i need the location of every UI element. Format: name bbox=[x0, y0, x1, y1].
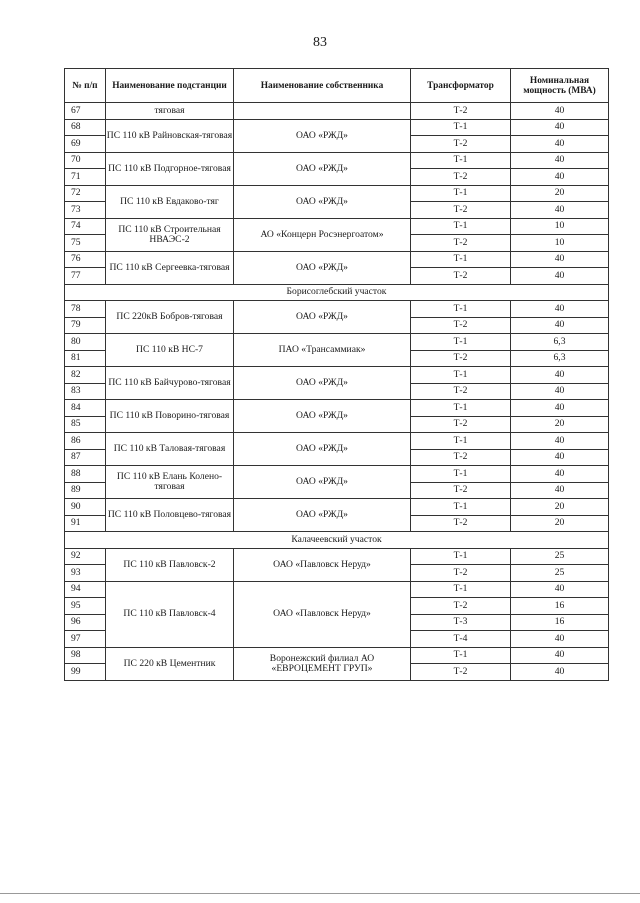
substation-name: ПС 110 кВ Райновская-тяговая bbox=[106, 119, 234, 152]
row-number: 77 bbox=[65, 268, 106, 285]
owner-name bbox=[234, 103, 411, 120]
transformer-cell: Т-2 bbox=[411, 235, 511, 252]
transformer-cell: Т-1 bbox=[411, 499, 511, 516]
owner-name: ОАО «РЖД» bbox=[234, 466, 411, 499]
substation-name: ПС 110 кВ Евдаково-тяг bbox=[106, 185, 234, 218]
row-number: 81 bbox=[65, 350, 106, 367]
owner-name: ОАО «Павловск Неруд» bbox=[234, 581, 411, 647]
power-cell: 40 bbox=[511, 383, 609, 400]
transformer-cell: Т-1 bbox=[411, 218, 511, 235]
substation-name: ПС 110 кВ Таловая-тяговая bbox=[106, 433, 234, 466]
power-cell: 40 bbox=[511, 647, 609, 664]
substation-name: ПС 220кВ Бобров-тяговая bbox=[106, 301, 234, 334]
row-number: 67 bbox=[65, 103, 106, 120]
power-cell: 25 bbox=[511, 548, 609, 565]
power-cell: 40 bbox=[511, 119, 609, 136]
table-row bbox=[65, 119, 609, 136]
power-cell: 10 bbox=[511, 235, 609, 252]
transformer-cell: Т-3 bbox=[411, 614, 511, 631]
power-cell: 20 bbox=[511, 416, 609, 433]
transformer-cell: Т-2 bbox=[411, 416, 511, 433]
row-number: 72 bbox=[65, 185, 106, 202]
table-row bbox=[65, 581, 609, 598]
row-number: 68 bbox=[65, 119, 106, 136]
owner-name: ОАО «Павловск Неруд» bbox=[234, 548, 411, 581]
transformer-cell: Т-2 bbox=[411, 515, 511, 532]
transformer-cell: Т-2 bbox=[411, 383, 511, 400]
row-number: 79 bbox=[65, 317, 106, 334]
row-number: 75 bbox=[65, 235, 106, 252]
row-number: 93 bbox=[65, 565, 106, 582]
transformer-cell: Т-1 bbox=[411, 548, 511, 565]
transformer-cell: Т-1 bbox=[411, 334, 511, 351]
substation-name: ПС 110 кВ Сергеевка-тяговая bbox=[106, 251, 234, 284]
substation-name: ПС 110 кВ Байчурово-тяговая bbox=[106, 367, 234, 400]
transformer-cell: Т-2 bbox=[411, 103, 511, 120]
row-number: 92 bbox=[65, 548, 106, 565]
header-power: Номинальная мощность (МВА) bbox=[511, 69, 609, 103]
row-number: 89 bbox=[65, 482, 106, 499]
row-number: 70 bbox=[65, 152, 106, 169]
table-row bbox=[65, 251, 609, 268]
power-cell: 40 bbox=[511, 103, 609, 120]
power-cell: 40 bbox=[511, 251, 609, 268]
row-number: 94 bbox=[65, 581, 106, 598]
owner-name: АО «Концерн Росэнергоатом» bbox=[234, 218, 411, 251]
row-number: 74 bbox=[65, 218, 106, 235]
substation-table bbox=[64, 68, 609, 681]
power-cell: 40 bbox=[511, 136, 609, 153]
power-cell: 20 bbox=[511, 515, 609, 532]
substation-name: ПС 110 кВ Подгорное-тяговая bbox=[106, 152, 234, 185]
substation-name: ПС 110 кВ НС-7 bbox=[106, 334, 234, 367]
power-cell: 40 bbox=[511, 317, 609, 334]
row-number: 95 bbox=[65, 598, 106, 615]
owner-name: ОАО «РЖД» bbox=[234, 152, 411, 185]
transformer-cell: Т-1 bbox=[411, 647, 511, 664]
owner-name: ОАО «РЖД» bbox=[234, 499, 411, 532]
header-num: № п/п bbox=[65, 69, 106, 103]
section-row bbox=[65, 532, 609, 549]
substation-name: ПС 110 кВ Строительная НВАЭС-2 bbox=[106, 218, 234, 251]
power-cell: 40 bbox=[511, 301, 609, 318]
power-cell: 16 bbox=[511, 614, 609, 631]
power-cell: 40 bbox=[511, 449, 609, 466]
transformer-cell: Т-1 bbox=[411, 400, 511, 417]
row-number: 96 bbox=[65, 614, 106, 631]
page-number: 83 bbox=[313, 35, 327, 50]
header-transformer: Трансформатор bbox=[411, 69, 511, 103]
power-cell: 6,3 bbox=[511, 334, 609, 351]
owner-name: ОАО «РЖД» bbox=[234, 400, 411, 433]
row-number: 83 bbox=[65, 383, 106, 400]
power-cell: 25 bbox=[511, 565, 609, 582]
table-row bbox=[65, 185, 609, 202]
table-row bbox=[65, 301, 609, 318]
transformer-cell: Т-2 bbox=[411, 317, 511, 334]
row-number: 80 bbox=[65, 334, 106, 351]
row-number: 97 bbox=[65, 631, 106, 648]
header-substation: Наименование подстанции bbox=[106, 69, 234, 103]
table-row bbox=[65, 548, 609, 565]
power-cell: 40 bbox=[511, 367, 609, 384]
owner-name: ПАО «Трансаммиак» bbox=[234, 334, 411, 367]
transformer-cell: Т-1 bbox=[411, 367, 511, 384]
owner-name: Воронежский филиал АО «ЕВРОЦЕМЕНТ ГРУП» bbox=[234, 647, 411, 680]
transformer-cell: Т-1 bbox=[411, 185, 511, 202]
owner-name: ОАО «РЖД» bbox=[234, 185, 411, 218]
transformer-cell: Т-1 bbox=[411, 251, 511, 268]
substation-name: ПС 110 кВ Елань Колено-тяговая bbox=[106, 466, 234, 499]
power-cell: 10 bbox=[511, 218, 609, 235]
transformer-cell: Т-2 bbox=[411, 268, 511, 285]
row-number: 86 bbox=[65, 433, 106, 450]
transformer-cell: Т-1 bbox=[411, 433, 511, 450]
transformer-cell: Т-1 bbox=[411, 581, 511, 598]
transformer-cell: Т-2 bbox=[411, 565, 511, 582]
owner-name: ОАО «РЖД» bbox=[234, 119, 411, 152]
header-owner: Наименование собственника bbox=[234, 69, 411, 103]
row-number: 87 bbox=[65, 449, 106, 466]
transformer-cell: Т-2 bbox=[411, 136, 511, 153]
table-row bbox=[65, 499, 609, 516]
section-title: Калачеевский участок bbox=[65, 532, 609, 549]
transformer-cell: Т-2 bbox=[411, 202, 511, 219]
power-cell: 40 bbox=[511, 169, 609, 186]
transformer-cell: Т-2 bbox=[411, 598, 511, 615]
substation-name: ПС 110 кВ Павловск-4 bbox=[106, 581, 234, 647]
substation-name: ПС 110 кВ Поворино-тяговая bbox=[106, 400, 234, 433]
row-number: 73 bbox=[65, 202, 106, 219]
power-cell: 40 bbox=[511, 400, 609, 417]
row-number: 71 bbox=[65, 169, 106, 186]
transformer-cell: Т-1 bbox=[411, 301, 511, 318]
table-row bbox=[65, 103, 609, 120]
row-number: 88 bbox=[65, 466, 106, 483]
power-cell: 40 bbox=[511, 466, 609, 483]
power-cell: 40 bbox=[511, 631, 609, 648]
table-row bbox=[65, 647, 609, 664]
table-row bbox=[65, 152, 609, 169]
table-row bbox=[65, 433, 609, 450]
row-number: 85 bbox=[65, 416, 106, 433]
power-cell: 40 bbox=[511, 268, 609, 285]
table-row bbox=[65, 218, 609, 235]
power-cell: 20 bbox=[511, 499, 609, 516]
power-cell: 40 bbox=[511, 202, 609, 219]
power-cell: 40 bbox=[511, 664, 609, 681]
power-cell: 40 bbox=[511, 482, 609, 499]
transformer-cell: Т-2 bbox=[411, 350, 511, 367]
transformer-cell: Т-1 bbox=[411, 119, 511, 136]
table-header-row bbox=[65, 69, 609, 103]
row-number: 98 bbox=[65, 647, 106, 664]
row-number: 91 bbox=[65, 515, 106, 532]
substation-name: ПС 110 кВ Половцево-тяговая bbox=[106, 499, 234, 532]
row-number: 78 bbox=[65, 301, 106, 318]
power-cell: 40 bbox=[511, 152, 609, 169]
power-cell: 40 bbox=[511, 433, 609, 450]
transformer-cell: Т-2 bbox=[411, 664, 511, 681]
row-number: 76 bbox=[65, 251, 106, 268]
substation-name: тяговая bbox=[106, 103, 234, 120]
owner-name: ОАО «РЖД» bbox=[234, 301, 411, 334]
owner-name: ОАО «РЖД» bbox=[234, 251, 411, 284]
owner-name: ОАО «РЖД» bbox=[234, 367, 411, 400]
transformer-cell: Т-4 bbox=[411, 631, 511, 648]
substation-name: ПС 110 кВ Павловск-2 bbox=[106, 548, 234, 581]
table-row bbox=[65, 400, 609, 417]
transformer-cell: Т-1 bbox=[411, 152, 511, 169]
bottom-divider bbox=[0, 893, 640, 894]
row-number: 82 bbox=[65, 367, 106, 384]
table-row bbox=[65, 367, 609, 384]
section-title: Борисоглебский участок bbox=[65, 284, 609, 301]
power-cell: 6,3 bbox=[511, 350, 609, 367]
owner-name: ОАО «РЖД» bbox=[234, 433, 411, 466]
transformer-cell: Т-1 bbox=[411, 466, 511, 483]
table-row bbox=[65, 466, 609, 483]
table-row bbox=[65, 334, 609, 351]
power-cell: 16 bbox=[511, 598, 609, 615]
transformer-cell: Т-2 bbox=[411, 482, 511, 499]
transformer-cell: Т-2 bbox=[411, 169, 511, 186]
row-number: 69 bbox=[65, 136, 106, 153]
row-number: 99 bbox=[65, 664, 106, 681]
row-number: 84 bbox=[65, 400, 106, 417]
section-row bbox=[65, 284, 609, 301]
power-cell: 40 bbox=[511, 581, 609, 598]
power-cell: 20 bbox=[511, 185, 609, 202]
row-number: 90 bbox=[65, 499, 106, 516]
substation-name: ПС 220 кВ Цементник bbox=[106, 647, 234, 680]
transformer-cell: Т-2 bbox=[411, 449, 511, 466]
